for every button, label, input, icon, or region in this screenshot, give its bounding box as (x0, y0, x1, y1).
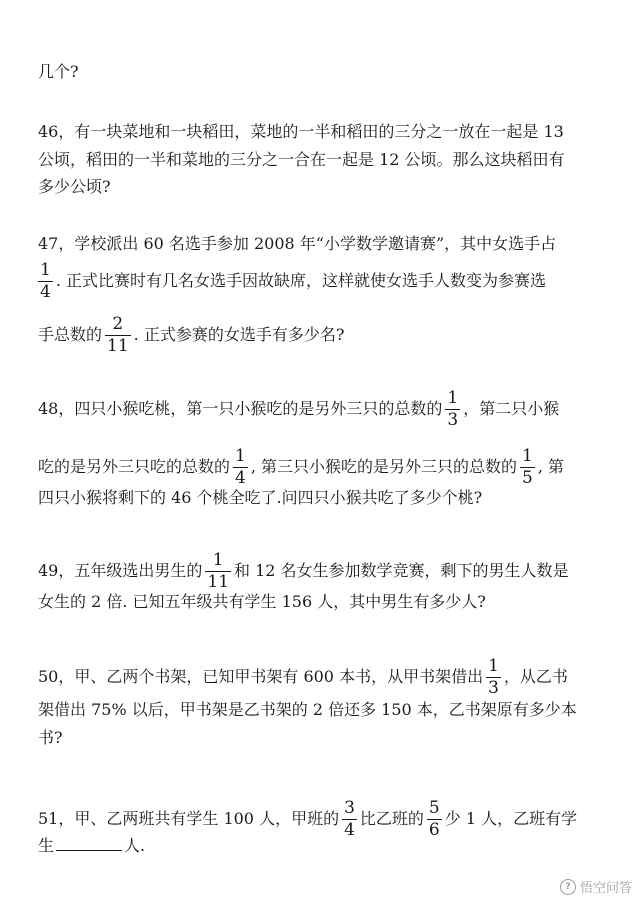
watermark (560, 877, 632, 896)
fraction-denominator: 11 (207, 572, 230, 592)
fraction-numerator: 1 (212, 550, 224, 570)
q51-line1-mid: 比乙班的 (359, 809, 424, 828)
answer-blank[interactable] (56, 836, 122, 851)
q51-line1 (38, 800, 577, 839)
q48-line2 (38, 448, 564, 487)
q51-line2 (38, 836, 145, 856)
q51-line2-pre: 生 (38, 836, 55, 855)
q50-line1-pre: 50，甲、乙两个书架，已知甲书架有 600 本书，从甲书架借出 (38, 667, 484, 686)
fraction-denominator: 3 (488, 678, 499, 698)
fraction-numerator: 5 (428, 798, 440, 818)
q47-line2-text: . 正式比赛时有几名女选手因故缺席，这样就使女选手人数变为参赛选 (55, 271, 547, 290)
q46-line2: 公顷，稻田的一半和菜地的三分之一合在一起是 12 公顷。那么这块稻田有 (38, 150, 565, 169)
fraction-1-3 (445, 390, 460, 429)
fraction-numerator: 1 (235, 446, 246, 466)
fraction-1-5 (520, 448, 535, 487)
q48-line2-pre: 吃的是另外三只吃的总数的 (38, 457, 231, 476)
q47-line1: 47，学校派出 60 名选手参加 2008 年“小学数学邀请赛”，其中女选手占 (38, 234, 557, 253)
q50-line1-post: ，从乙书 (503, 667, 568, 686)
q48-line3: 四只小猴将剩下的 46 个桃全吃了.问四只小猴共吃了多少个桃? (38, 488, 483, 507)
q48-line1 (38, 390, 559, 429)
fraction-1-4 (233, 448, 248, 487)
fraction-numerator: 2 (112, 314, 124, 334)
fraction-denominator: 6 (428, 820, 440, 840)
q49-line2: 女生的 2 倍. 已知五年级共有学生 156 人，其中男生有多少人? (38, 592, 486, 611)
fraction-denominator: 3 (447, 410, 459, 430)
q47-line2 (38, 262, 546, 301)
q51-line1-post: 少 1 人，乙班有学 (444, 809, 578, 828)
fraction-denominator: 4 (40, 282, 51, 302)
q46-line3: 多少公顷? (38, 177, 111, 196)
q49-line1 (38, 552, 569, 591)
watermark-text: 悟空问答 (579, 881, 632, 896)
q48-line1-post: ，第二只小猴 (463, 399, 560, 418)
fraction-1-3 (486, 658, 501, 697)
fraction-denominator: 4 (344, 820, 355, 840)
fraction-1-11 (205, 552, 231, 591)
fraction-1-4 (38, 262, 53, 301)
q48-line1-pre: 48，四只小猴吃桃，第一只小猴吃的是另外三只的总数的 (38, 399, 443, 418)
q48-line2-mid: , 第三只小猴吃的是另外三只的总数的 (250, 457, 518, 476)
q47-line3 (38, 316, 344, 355)
fraction-numerator: 3 (344, 798, 355, 818)
fraction-5-6 (427, 800, 442, 839)
q51-line2-post: 人. (124, 836, 146, 855)
fraction-numerator: 1 (488, 656, 499, 676)
q50-line3: 书? (38, 728, 63, 747)
q47-line3-post: . 正式参赛的女选手有多少名? (133, 325, 345, 344)
q49-line1-pre: 49，五年级选出男生的 (38, 561, 203, 580)
fraction-numerator: 1 (522, 446, 533, 466)
q50-line1 (38, 658, 568, 697)
fraction-2-11 (105, 316, 131, 355)
fraction-numerator: 1 (447, 388, 459, 408)
fraction-numerator: 1 (40, 260, 51, 280)
q51-line1-pre: 51，甲、乙两班共有学生 100 人，甲班的 (38, 809, 340, 828)
q47-line3-pre: 手总数的 (38, 325, 103, 344)
q46-line1: 46，有一块菜地和一块稻田，菜地的一半和稻田的三分之一放在一起是 13 (38, 122, 564, 141)
fraction-3-4 (342, 800, 357, 839)
q48-line2-post: , 第 (537, 457, 565, 476)
q49-line1-post: 和 12 名女生参加数学竞赛，剩下的男生人数是 (234, 561, 569, 580)
fraction-denominator: 11 (107, 336, 129, 356)
wukong-logo-icon: ? (560, 879, 576, 895)
fraction-denominator: 5 (522, 468, 533, 488)
q50-line2: 架借出 75% 以后，甲书架是乙书架的 2 倍还多 150 本，乙书架原有多少本 (38, 700, 577, 719)
q45-tail: 几个? (38, 62, 79, 81)
fraction-denominator: 4 (235, 468, 246, 488)
